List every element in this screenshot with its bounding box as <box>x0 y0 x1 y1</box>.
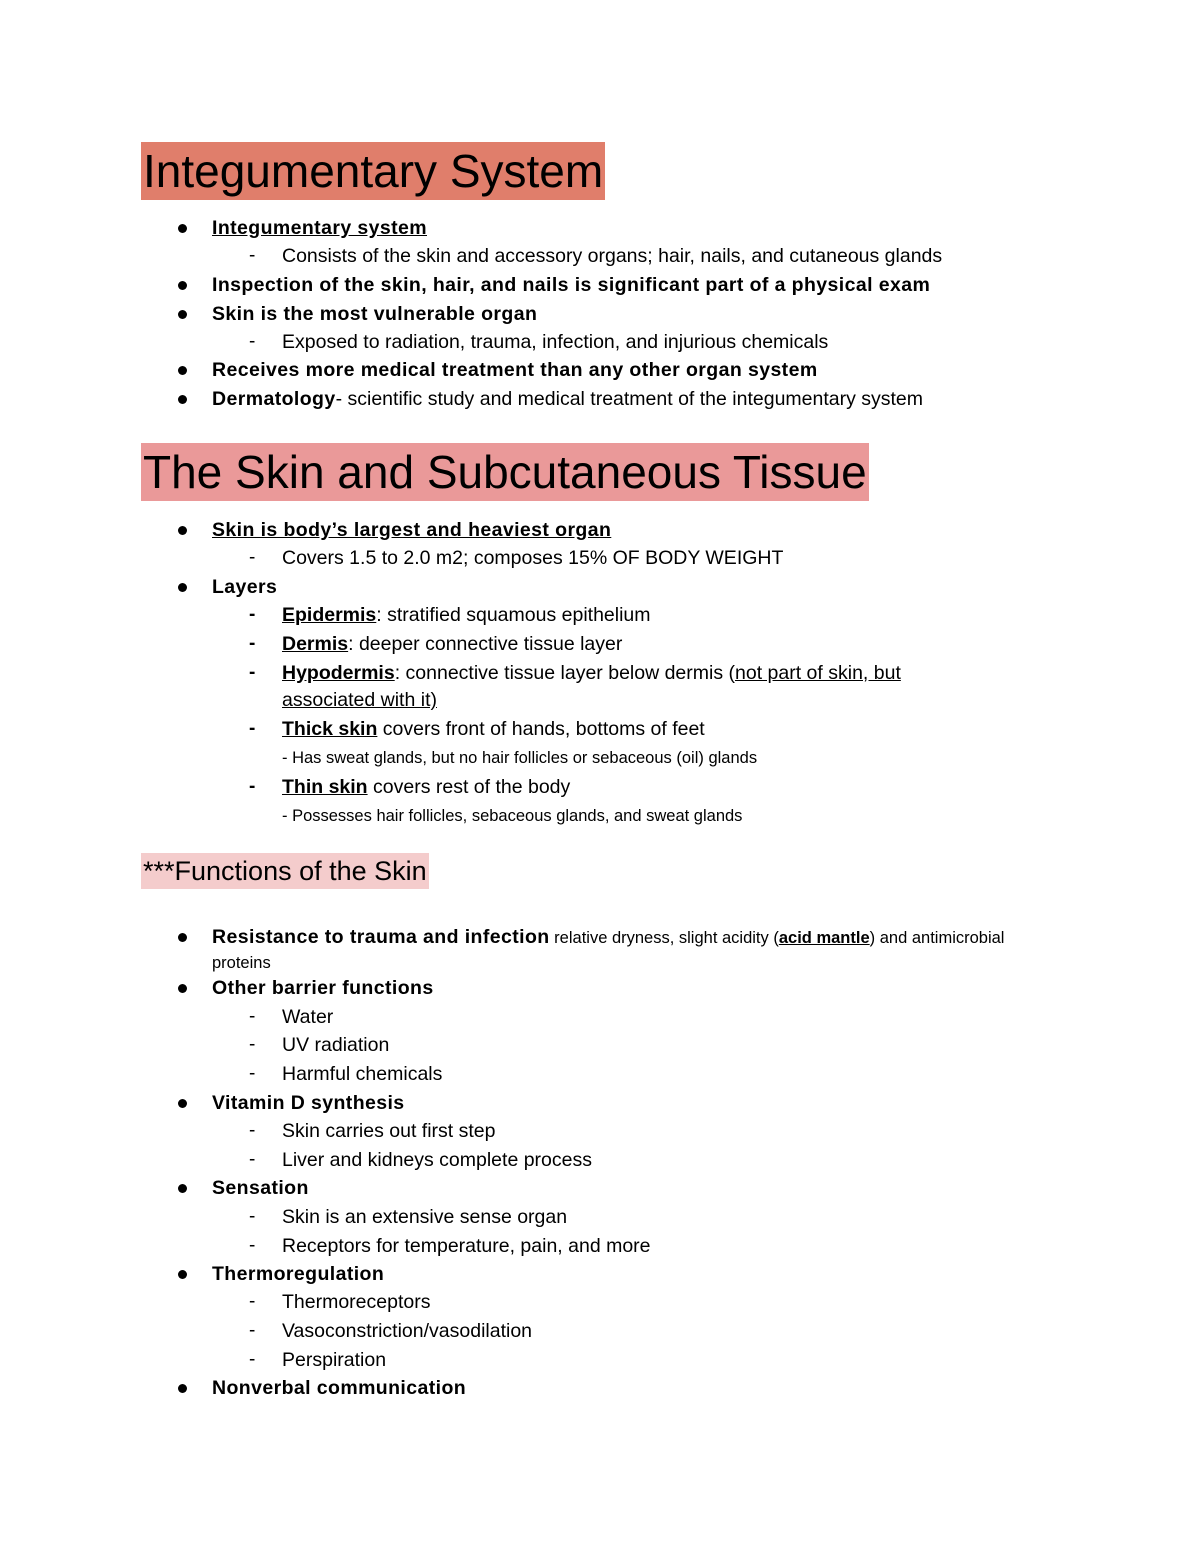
dash-marker: - <box>249 776 256 797</box>
list-item-label: Skin is body’s largest and heaviest organ <box>212 519 612 541</box>
definition-continuation: proteins <box>212 954 271 972</box>
bullet-dot <box>178 1099 187 1108</box>
bullet-dot <box>178 526 187 535</box>
list-subitem: Skin is an extensive sense organ <box>282 1206 568 1228</box>
list-item <box>212 925 1004 950</box>
list-subitem <box>282 603 651 627</box>
list-subitem: Covers 1.5 to 2.0 m2; composes 15% OF BODY WEIGHT <box>282 547 784 569</box>
term-dermis: Dermis <box>282 633 349 655</box>
dash-marker: - <box>249 1034 256 1055</box>
definition-text: - scientific study and medical treatment of the integumentary system <box>335 388 924 410</box>
definition-text: covers rest of the body <box>367 776 571 798</box>
term-thin-skin: Thin skin <box>282 776 368 798</box>
list-subitem: Skin carries out first step <box>282 1120 496 1142</box>
bullet-dot <box>178 310 187 319</box>
bullet-dot <box>178 224 187 233</box>
list-subitem: Vasoconstriction/vasodilation <box>282 1320 533 1342</box>
dash-marker: - <box>249 1063 256 1084</box>
dash-marker: - <box>249 718 256 739</box>
term-thick-skin: Thick skin <box>282 718 378 740</box>
dash-marker: - <box>249 1235 256 1256</box>
list-item-label: Other barrier functions <box>212 977 434 999</box>
list-subitem <box>282 661 901 685</box>
term-acid-mantle: acid mantle <box>778 929 870 947</box>
dash-marker: - <box>249 1006 256 1027</box>
list-subitem: Exposed to radiation, trauma, infection, and injurious chemicals <box>282 331 829 353</box>
term-dermatology: Dermatology <box>212 388 336 410</box>
dash-marker: - <box>249 604 256 625</box>
dash-marker: - <box>249 1291 256 1312</box>
list-subitem: Harmful chemicals <box>282 1063 443 1085</box>
definition-text: : deeper connective tissue layer <box>348 633 623 655</box>
list-item-label: Integumentary system <box>212 217 427 239</box>
definition-text: relative dryness, slight acidity ( <box>549 929 779 947</box>
note-text: not part of skin, but <box>735 662 901 684</box>
list-item-label: Inspection of the skin, hair, and nails is significant part of a physical exam <box>212 274 931 296</box>
list-subitem: Water <box>282 1006 334 1028</box>
bullet-dot <box>178 281 187 290</box>
list-subitem: Perspiration <box>282 1349 387 1371</box>
definition-text: covers front of hands, bottoms of feet <box>377 718 705 740</box>
definition-text: : connective tissue layer below dermis ( <box>394 662 736 684</box>
note-text: - Has sweat glands, but no hair follicles or sebaceous (oil) glands <box>282 749 758 767</box>
bullet-dot <box>178 1184 187 1193</box>
bullet-dot <box>178 1270 187 1279</box>
section-heading-functions: ***Functions of the Skin <box>141 853 429 889</box>
list-subitem <box>282 632 622 656</box>
bullet-dot <box>178 366 187 375</box>
list-subitem: Consists of the skin and accessory organs; hair, nails, and cutaneous glands <box>282 245 943 267</box>
list-item-label: Thermoregulation <box>212 1263 385 1285</box>
bullet-dot <box>178 984 187 993</box>
list-subitem <box>282 717 705 741</box>
list-item-label: Nonverbal communication <box>212 1377 467 1399</box>
dash-marker: - <box>249 1320 256 1341</box>
bullet-dot <box>178 395 187 404</box>
dash-marker: - <box>249 662 256 683</box>
bullet-dot <box>178 1384 187 1393</box>
dash-marker: - <box>249 1120 256 1141</box>
dash-marker: - <box>249 331 256 352</box>
list-subitem: UV radiation <box>282 1034 390 1056</box>
dash-marker: - <box>249 1206 256 1227</box>
bullet-dot <box>178 583 187 592</box>
list-subitem: Receptors for temperature, pain, and more <box>282 1235 651 1257</box>
section-heading-skin-tissue: The Skin and Subcutaneous Tissue <box>141 443 869 501</box>
definition-text: : stratified squamous epithelium <box>376 604 651 626</box>
term-hypodermis: Hypodermis <box>282 662 395 684</box>
dash-marker: - <box>249 245 256 266</box>
dash-marker: - <box>249 547 256 568</box>
note-text: - Possesses hair follicles, sebaceous glands, and sweat glands <box>282 807 743 825</box>
list-item-label: Skin is the most vulnerable organ <box>212 303 538 325</box>
bullet-dot <box>178 933 187 942</box>
list-subitem: Liver and kidneys complete process <box>282 1149 592 1171</box>
definition-text: ) and antimicrobial <box>869 929 1005 947</box>
dash-marker: - <box>249 1349 256 1370</box>
dash-marker: - <box>249 633 256 654</box>
section-heading-integumentary: Integumentary System <box>141 142 605 200</box>
list-item-label: Receives more medical treatment than any other organ system <box>212 359 818 381</box>
list-item <box>212 387 923 411</box>
list-item-label: Vitamin D synthesis <box>212 1092 405 1114</box>
list-subitem <box>282 775 570 799</box>
note-continuation: associated with it) <box>282 689 437 711</box>
term-epidermis: Epidermis <box>282 604 377 626</box>
list-item-label: Resistance to trauma and infection <box>212 926 550 948</box>
list-item-label: Sensation <box>212 1177 309 1199</box>
dash-marker: - <box>249 1149 256 1170</box>
list-item-label: Layers <box>212 576 278 598</box>
list-subitem: Thermoreceptors <box>282 1291 431 1313</box>
